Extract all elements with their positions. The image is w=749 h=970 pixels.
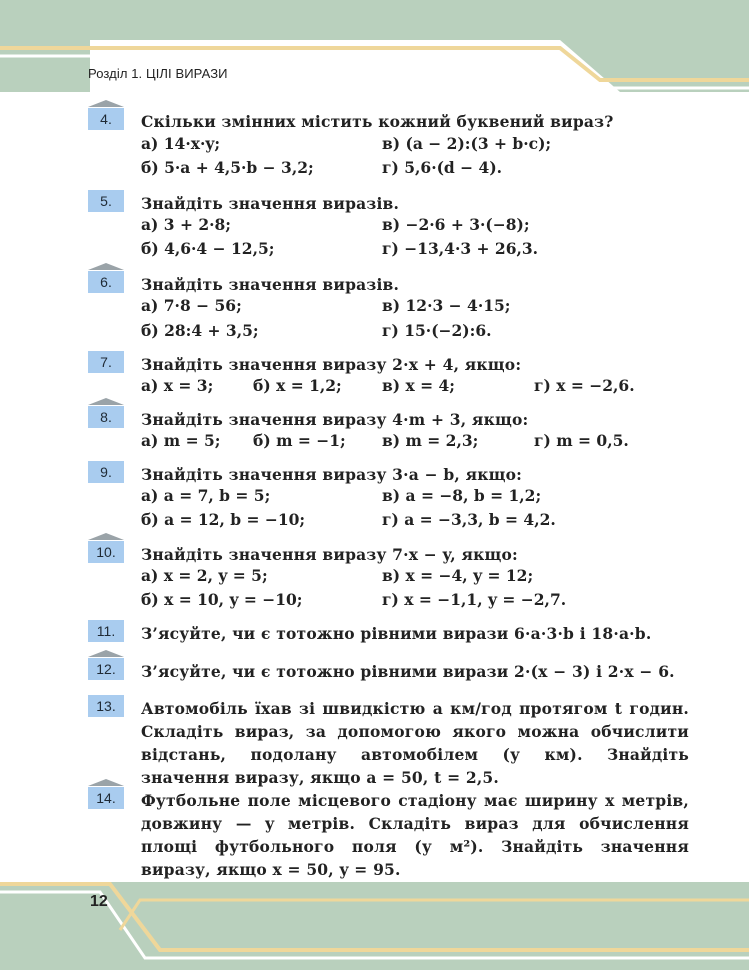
- item-a: а) 3 + 2·8;: [141, 215, 232, 234]
- problem-number: 4.: [88, 108, 124, 130]
- problem-text: Автомобіль їхав зі швидкістю a км/год протягом t годин. Складіть вираз, за допомогою якого можна обчислити відстань, подолану автомобілем (у км). Знайдіть значення виразу, якщо a = 50, t = 2,5.: [141, 699, 689, 787]
- problem-text: Знайдіть значення виразів.: [141, 194, 400, 213]
- problem-number: 11.: [88, 620, 124, 642]
- item-v: в) x = 4;: [382, 376, 456, 395]
- problem-text: Знайдіть значення виразу 4·m + 3, якщо:: [141, 410, 529, 429]
- item-b: б) 4,6·4 − 12,5;: [141, 239, 275, 258]
- item-a: а) m = 5;: [141, 431, 221, 450]
- item-v: в) a = −8, b = 1,2;: [382, 486, 542, 505]
- problem-text: Скільки змінних містить кожний буквений вираз?: [141, 112, 614, 131]
- item-g: г) m = 0,5.: [534, 431, 629, 450]
- item-v: в) (a − 2):(3 + b·c);: [382, 134, 552, 153]
- item-g: г) x = −2,6.: [534, 376, 635, 395]
- problem-text: Знайдіть значення виразу 7·x − y, якщо:: [141, 545, 518, 564]
- difficulty-roof-icon: [88, 650, 124, 657]
- item-v: в) m = 2,3;: [382, 431, 479, 450]
- item-g: г) x = −1,1, y = −2,7.: [382, 590, 567, 609]
- item-v: в) x = −4, y = 12;: [382, 566, 534, 585]
- problem-number: 5.: [88, 190, 124, 212]
- item-v: в) −2·6 + 3·(−8);: [382, 215, 530, 234]
- section-title: Розділ 1. ЦІЛІ ВИРАЗИ: [88, 66, 228, 81]
- difficulty-roof-icon: [88, 100, 124, 107]
- item-b: б) x = 10, y = −10;: [141, 590, 303, 609]
- problem-number: 12.: [88, 658, 124, 680]
- problem-text: Футбольне поле місцевого стадіону має ширину x метрів, довжину — y метрів. Складіть вираз для обчислення площі футбольного поля (у м²). Знайдіть значення виразу, якщо x = 50, y = 95.: [141, 791, 689, 879]
- page-number: 12: [90, 893, 108, 910]
- item-a: а) 7·8 − 56;: [141, 296, 242, 315]
- item-a: а) a = 7, b = 5;: [141, 486, 271, 505]
- problem-number: 10.: [88, 541, 124, 563]
- difficulty-roof-icon: [88, 398, 124, 405]
- problem-number: 7.: [88, 351, 124, 373]
- problem-text: Знайдіть значення виразу 3·a − b, якщо:: [141, 465, 523, 484]
- item-b: б) a = 12, b = −10;: [141, 510, 306, 529]
- item-b: б) 28:4 + 3,5;: [141, 321, 259, 340]
- problem-number: 14.: [88, 787, 124, 809]
- item-g: г) a = −3,3, b = 4,2.: [382, 510, 556, 529]
- problem-text: З’ясуйте, чи є тотожно рівними вирази 6·a·3·b і 18·a·b.: [141, 624, 652, 643]
- problem-text: Знайдіть значення виразу 2·x + 4, якщо:: [141, 355, 522, 374]
- item-b: б) x = 1,2;: [253, 376, 342, 395]
- difficulty-roof-icon: [88, 779, 124, 786]
- item-b: б) 5·a + 4,5·b − 3,2;: [141, 158, 314, 177]
- problem-number: 13.: [88, 695, 124, 717]
- item-v: в) 12·3 − 4·15;: [382, 296, 511, 315]
- item-a: а) x = 2, y = 5;: [141, 566, 268, 585]
- item-a: а) x = 3;: [141, 376, 214, 395]
- problem-number: 8.: [88, 406, 124, 428]
- item-g: г) −13,4·3 + 26,3.: [382, 239, 539, 258]
- item-g: г) 15·(−2):6.: [382, 321, 492, 340]
- problem-number: 6.: [88, 271, 124, 293]
- problem-text: Знайдіть значення виразів.: [141, 275, 400, 294]
- item-a: а) 14·x·y;: [141, 134, 221, 153]
- item-g: г) 5,6·(d − 4).: [382, 158, 503, 177]
- difficulty-roof-icon: [88, 533, 124, 540]
- problem-number: 9.: [88, 461, 124, 483]
- item-b: б) m = −1;: [253, 431, 346, 450]
- difficulty-roof-icon: [88, 263, 124, 270]
- problem-text: З’ясуйте, чи є тотожно рівними вирази 2·(x − 3) і 2·x − 6.: [141, 662, 675, 681]
